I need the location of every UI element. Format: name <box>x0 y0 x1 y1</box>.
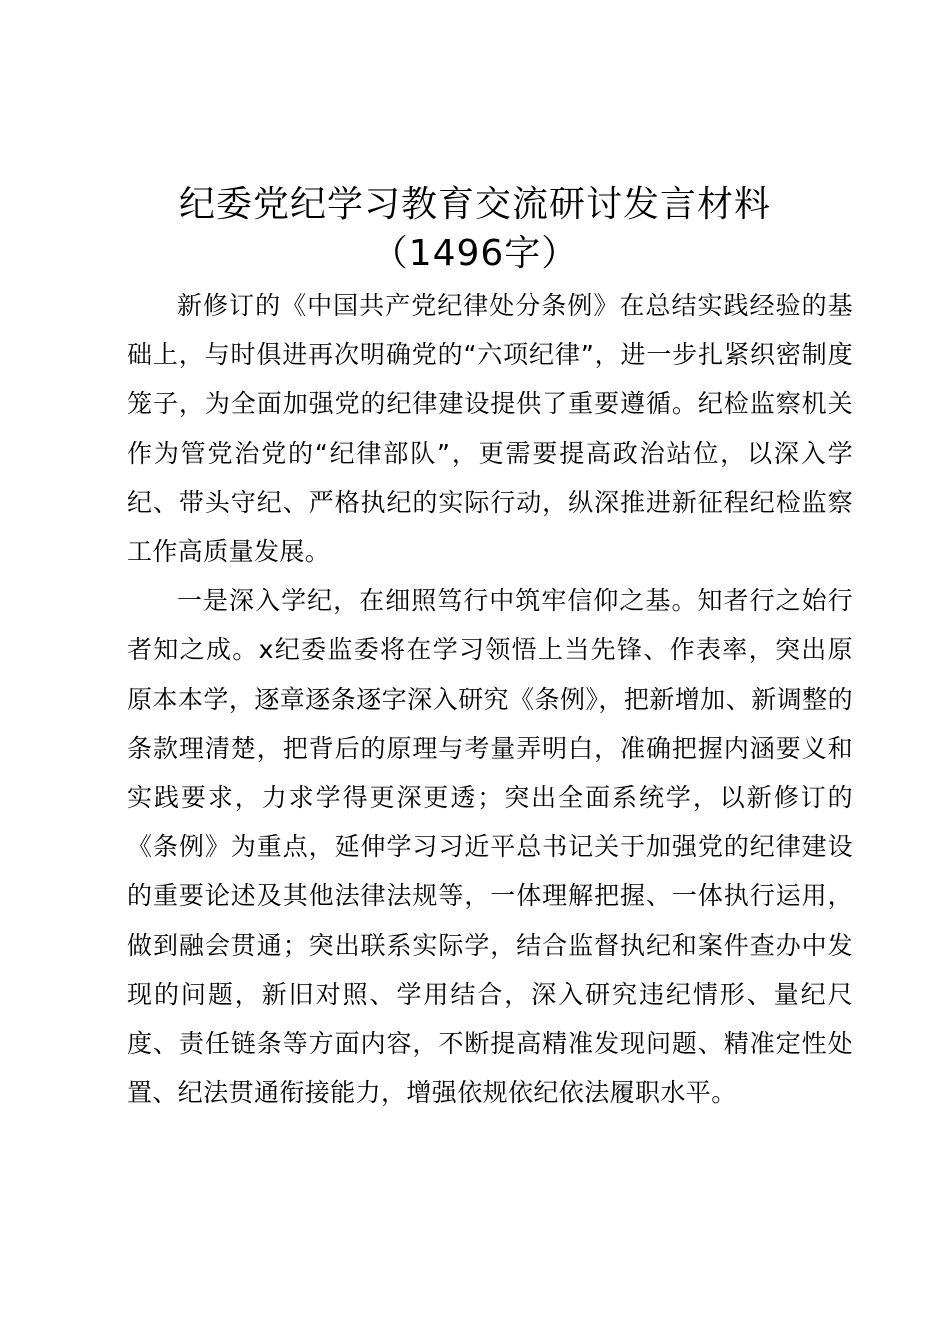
paragraph-study-discipline: 一是深入学纪，在细照笃行中筑牢信仰之基。知者行之始行者知之成。x纪委监委将在学习领悟上当先锋、作表率，突出原原本本学，逐章逐条逐字深入研究《条例》，把新增加、新调整的条款理清楚，把背后的原理与考量弄明白，准确把握内涵要义和实践要求，力求学得更深更透；突出全面系统学，以新修订的《条例》为重点，延伸学习习近平总书记关于加强党的纪律建设的重要论述及其他法律法规等，一体理解把握、一体执行运用，做到融会贯通；突出联系实际学，结合监督执纪和案件查办中发现的问题，新旧对照、学用结合，深入研究违纪情形、量纪尺度、责任链条等方面内容，不断提高精准发现问题、精准定性处置、纪法贯通衔接能力，增强依规依纪依法履职水平。 <box>127 586 853 1108</box>
document-body <box>127 281 853 1117</box>
document-title: 纪委党纪学习教育交流研讨发言材料（1496字） <box>178 184 771 274</box>
paragraph-intro: 新修订的《中国共产党纪律处分条例》在总结实践经验的基础上，与时俱进再次明确党的“六项纪律”，进一步扎紧织密制度笼子，为全面加强党的纪律建设提供了重要遵循。纪检监察机关作为管党治党的“纪律部队”，更需要提高政治站位，以深入学纪、带头守纪、严格执纪的实际行动，纵深推进新征程纪检监察工作高质量发展。 <box>127 291 853 567</box>
